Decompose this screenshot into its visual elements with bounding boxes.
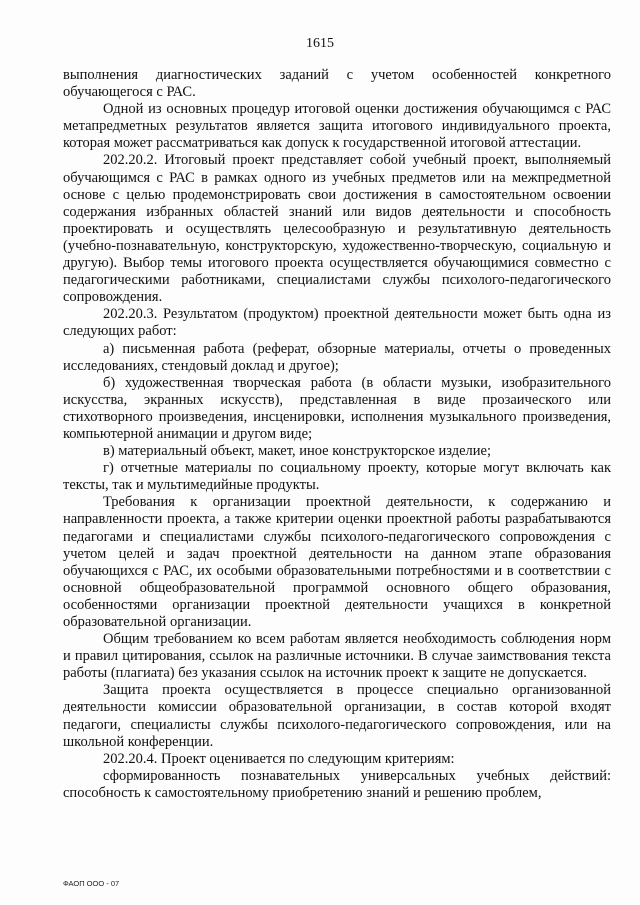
footer-document-code: ФАОП ООО - 07 <box>63 879 120 888</box>
paragraph-202-20-4: 202.20.4. Проект оценивается по следующим критериям: <box>103 750 455 767</box>
paragraph-202-20-2: 202.20.2. Итоговый проект представляет собой учебный проект, выполняемый обучающимся с РАС в рамках одного из учебных предметов или на межпредметной основе с целью продемонстрировать свои достижения в самостоятельном освоении содержания избранных областей знаний или видов деятельности и способность проектировать и осуществлять целесообразную и результативную деятельность (учебно-познавательную, конструкторскую, художественно-творческую, социальную и другую). Выбор темы итогового проекта осуществляется обучающимися совместно с педагогическими работниками, специалистами службы психолого-педагогического сопровождения. <box>63 152 611 306</box>
page-number: 1615 <box>306 36 334 51</box>
document-body <box>63 67 611 802</box>
paragraph-citation-rules: Общим требованием ко всем работам является необходимость соблюдения норм и правил цитирования, ссылок на различные источники. В случае заимствования текста работы (плагиата) без указания ссылок на источник проект к защите не допускается. <box>63 631 611 682</box>
paragraph-project-defense: Одной из основных процедур итоговой оценки достижения обучающимся с РАС метапредметных результатов является защита итогового индивидуального проекта, которая может рассматриваться как допуск к государственной итоговой аттестации. <box>63 101 611 152</box>
paragraph-202-20-3: 202.20.3. Результатом (продуктом) проектной деятельности может быть одна из следующих работ: <box>63 306 611 340</box>
list-item-g: г) отчетные материалы по социальному проекту, которые могут включать как тексты, так и мультимедийные продукты. <box>63 460 611 494</box>
paragraph-requirements: Требования к организации проектной деятельности, к содержанию и направленности проекта, а также критерии оценки проектной работы разрабатываются педагогами и специалистами службы психолого-педагогического сопровождения с учетом целей и задач проектной деятельности на данном этапе образования обучающихся с РАС, их особыми образовательными потребностями и в соответствии с основной общеобразовательной программой основного общего образования, особенностями организации проектной деятельности учащихся в конкретной образовательной организации. <box>63 494 611 630</box>
list-item-a: а) письменная работа (реферат, обзорные материалы, отчеты о проведенных исследованиях, стендовый доклад и другое); <box>63 340 611 374</box>
paragraph-continuation: выполнения диагностических заданий с учетом особенностей конкретного обучающегося с РАС. <box>63 67 611 101</box>
list-item-v: в) материальный объект, макет, иное конструкторское изделие; <box>103 443 492 460</box>
list-item-b: б) художественная творческая работа (в области музыки, изобразительного искусства, экранных искусств), представленная в виде прозаического или стихотворного произведения, инсценировки, исполнения музыкального произведения, компьютерной анимации и другом виде; <box>63 374 611 442</box>
paragraph-defense-process: Защита проекта осуществляется в процессе специально организованной деятельности комиссии образовательной организации, в состав которой входят педагоги, специалисты службы психолого-педагогического сопровождения, или на школьной конференции. <box>63 682 611 750</box>
paragraph-criteria: сформированность познавательных универсальных учебных действий: способность к самостоятельному приобретению знаний и решению проблем, <box>63 767 611 801</box>
